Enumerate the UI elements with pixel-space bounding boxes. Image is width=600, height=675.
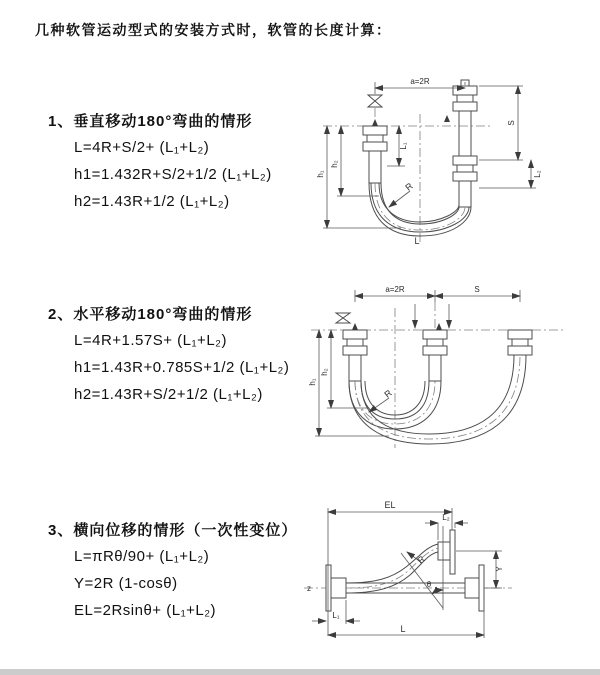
page-bottom-edge (0, 669, 600, 675)
dim-label-h1: h₁ (308, 378, 317, 386)
diagram-vertical-180-bend (313, 70, 573, 246)
dim-label-r: R (415, 553, 427, 566)
dim-label-h2: h₂ (330, 160, 339, 168)
formula-line: L=4R+1.57S+ (L₁+L₂) (74, 332, 227, 349)
left-flange (326, 565, 346, 611)
movement-arrow-icon (436, 323, 442, 330)
top-flange (438, 530, 455, 574)
dim-label-l: L (400, 624, 406, 634)
formula-line: EL=2Rsinθ+ (L₁+L₂) (74, 602, 217, 619)
middle-hose-fitting (423, 330, 447, 381)
technical-drawing-2 (303, 276, 600, 450)
dim-label-l2: L₂ (442, 513, 450, 522)
dimension-h1 (316, 126, 401, 228)
section-3 (48, 519, 297, 624)
left-hose-fitting (363, 126, 387, 183)
movement-leaders (415, 304, 449, 328)
centerline-mark: z (307, 584, 311, 593)
section-2-heading: 2、水平移动180°弯曲的情形 (48, 306, 253, 323)
technical-drawing-3 (298, 496, 600, 648)
dim-label-a2r: a=2R (385, 285, 405, 294)
diagram-lateral-displacement (298, 496, 600, 648)
hose-s-curve (346, 544, 438, 593)
movement-arrow-icon (444, 115, 450, 122)
dimension-l2 (479, 160, 542, 188)
formula-line: L=4R+S/2+ (L₁+L₂) (74, 139, 210, 156)
diagram-horizontal-180-bend (303, 276, 600, 450)
dim-label-l: L (414, 236, 420, 246)
dim-label-s: S (474, 285, 480, 294)
radius-callout (369, 387, 394, 412)
dimension-s (479, 86, 523, 160)
formula-line: h2=1.43R+S/2+1/2 (L₁+L₂) (74, 386, 263, 403)
dimension-el (328, 500, 452, 636)
dim-label-a2r: a=2R (410, 77, 430, 86)
left-hose-fitting (343, 330, 367, 381)
valve-icon (336, 313, 350, 323)
section-2 (48, 303, 289, 408)
dim-label-h1: h₁ (316, 170, 325, 178)
section-1-heading: 1、垂直移动180°弯曲的情形 (48, 113, 253, 130)
formula-line: L=πRθ/90+ (L₁+L₂) (74, 548, 210, 565)
angle-construction (401, 526, 443, 610)
dim-label-s: S (507, 120, 516, 126)
dim-label-l2: L₂ (533, 170, 542, 178)
dimension-l (328, 600, 484, 638)
dimension-a2r (375, 77, 465, 94)
page-title: 几种软管运动型式的安装方式时，软管的长度计算： (35, 22, 392, 38)
section-3-heading: 3、横向位移的情形（一次性变位） (48, 522, 298, 539)
dimension-l1 (387, 126, 408, 166)
formula-line: Y=2R (1-cosθ) (74, 575, 178, 592)
dim-label-r: R (403, 180, 415, 193)
dim-label-y: Y (495, 566, 504, 572)
dim-label-h2: h₂ (320, 368, 329, 376)
dim-label-l1: L₁ (399, 142, 408, 150)
dimension-a2r (355, 285, 520, 302)
dim-label-el: EL (384, 500, 396, 510)
movement-arrow-icon (372, 119, 378, 126)
formula-line: h2=1.43R+1/2 (L₁+L₂) (74, 193, 230, 210)
right-hose-fitting (453, 80, 477, 207)
dimension-l1 (312, 600, 360, 624)
formula-line: h1=1.43R+0.785S+1/2 (L₁+L₂) (74, 359, 290, 376)
right-hose-fitting (508, 330, 532, 355)
movement-arrow-icon (352, 323, 358, 330)
dimension-l2 (425, 513, 468, 540)
dim-label-theta: θ (426, 580, 432, 589)
technical-drawing-1 (313, 70, 573, 246)
section-1 (48, 110, 272, 215)
dimension-s (435, 285, 520, 296)
dim-label-l1: L₁ (332, 611, 340, 620)
radius-callout (389, 180, 415, 207)
dim-label-r: R (382, 387, 394, 400)
valve-icon (368, 95, 382, 107)
formula-line: h1=1.432R+S/2+1/2 (L₁+L₂) (74, 166, 272, 183)
